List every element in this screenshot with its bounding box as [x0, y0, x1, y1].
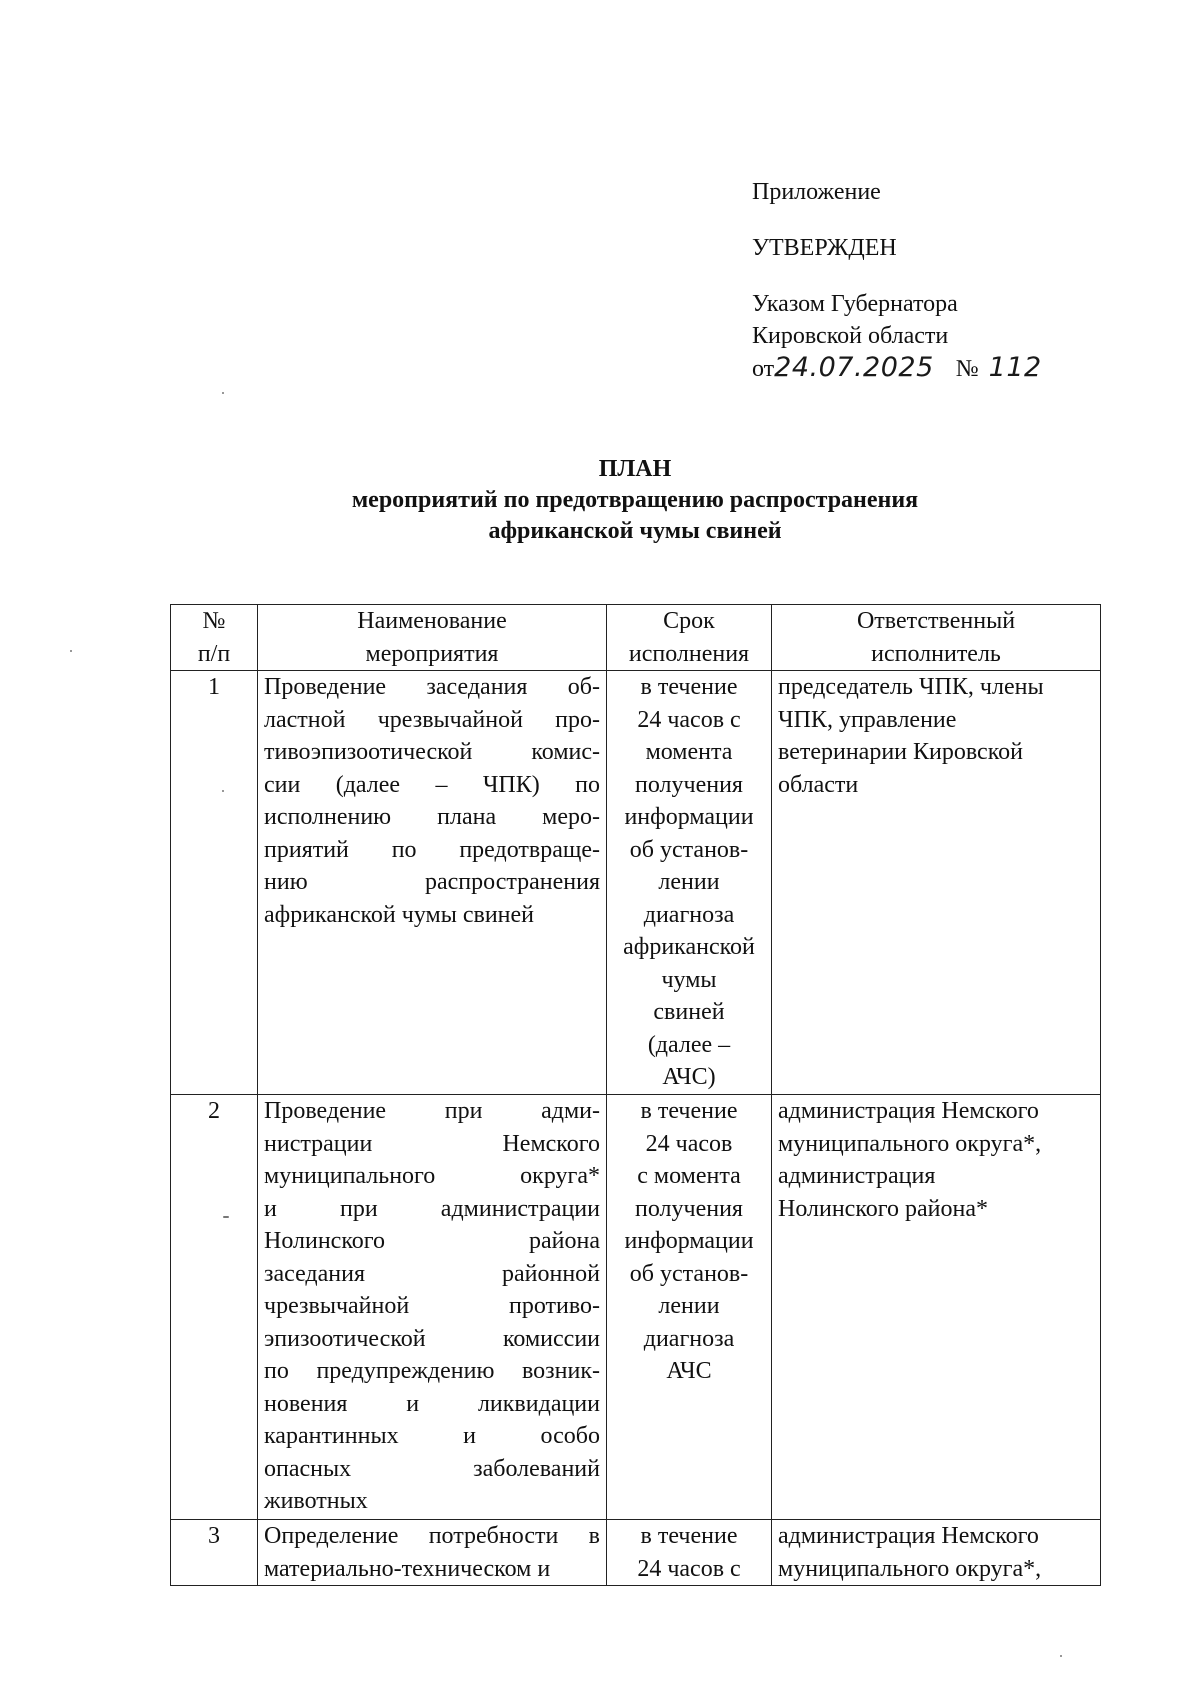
scan-speck: [1060, 1655, 1062, 1657]
cell-text-line: исполнению плана меро-: [264, 804, 600, 830]
cell-text-line: Проведение заседания об-: [264, 674, 600, 700]
row-name: [258, 1520, 607, 1586]
decree-line-2: Кировской области: [752, 323, 949, 349]
cell-text-line: ластной чрезвычайной про-: [264, 706, 600, 733]
row-term: [607, 1520, 772, 1586]
cell-text-line: нию распространения: [264, 869, 600, 895]
cell-text-line: свиней: [653, 999, 725, 1025]
scan-speck: [222, 790, 224, 792]
decree-line-1: Указом Губернатора: [752, 291, 958, 317]
from-label: от: [752, 356, 775, 382]
cell-text-line: нистрации Немского: [264, 1130, 600, 1157]
title-line-1: ПЛАН: [598, 456, 672, 482]
cell-text-line: лении: [658, 869, 720, 895]
cell-text-line: ветеринарии Кировской: [778, 739, 1023, 765]
row-name: [258, 671, 607, 1095]
cell-text-line: информации: [624, 1228, 754, 1254]
cell-text-line: об установ-: [629, 1260, 749, 1287]
cell-text-line: чрезвычайной противо-: [264, 1293, 600, 1319]
row-name: [258, 1095, 607, 1520]
cell-text-line: об установ-: [629, 836, 749, 863]
table-row: [171, 1520, 1101, 1586]
table-row: [171, 671, 1101, 1095]
cell-text-line: приятий по предотвраще-: [264, 836, 600, 863]
header-name: Наименование мероприятия: [258, 605, 607, 671]
row-term: [607, 671, 772, 1095]
cell-text-line: и при администрации: [264, 1195, 600, 1222]
cell-text-line: Нолинского района*: [778, 1195, 989, 1222]
row-responsible: [772, 1520, 1101, 1586]
header-number: № п/п: [171, 605, 258, 671]
row-responsible: [772, 1095, 1101, 1520]
cell-text-line: диагноза: [643, 1325, 735, 1352]
cell-text-line: администрация Немского: [778, 1098, 1039, 1124]
cell-text-line: чумы: [661, 966, 717, 993]
appendix-label: Приложение: [752, 179, 881, 205]
cell-text-line: информации: [624, 804, 754, 830]
cell-text-line: африканской чумы свиней: [264, 901, 535, 928]
plan-table: [170, 604, 1101, 1586]
cell-text-line: эпизоотической комиссии: [264, 1325, 600, 1352]
scan-speck: [222, 392, 224, 394]
cell-text-line: тивоэпизоотической комис-: [264, 739, 600, 765]
header-responsible: Ответственный исполнитель: [772, 605, 1101, 671]
cell-text-line: 24 часов с: [637, 1555, 741, 1582]
cell-text-line: АЧС): [662, 1064, 716, 1090]
cell-text-line: заседания районной: [264, 1260, 600, 1287]
cell-text-line: муниципального округа*,: [778, 1555, 1042, 1582]
cell-text-line: новения и ликвидации: [264, 1390, 600, 1417]
cell-text-line: 24 часов: [645, 1130, 733, 1157]
number-sign: №: [955, 356, 979, 382]
approval-block: [752, 176, 1042, 385]
handwritten-number: 112: [988, 352, 1042, 383]
row-term: [607, 1095, 772, 1520]
cell-text-line: ЧПК, управление: [778, 706, 957, 733]
cell-text-line: опасных заболеваний: [264, 1455, 600, 1482]
cell-text-line: получения: [635, 1195, 743, 1222]
decree-date-number: [752, 352, 1042, 385]
cell-text-line: области: [778, 771, 859, 798]
cell-text-line: муниципального округа*,: [778, 1130, 1042, 1157]
cell-text-line: 24 часов с: [637, 706, 741, 733]
row-number: 2: [171, 1095, 258, 1520]
scan-speck: [223, 1216, 229, 1218]
cell-text-line: по предупреждению возник-: [264, 1358, 600, 1384]
cell-text-line: сии (далее – ЧПК) по: [264, 771, 600, 798]
cell-text-line: в течение: [640, 674, 738, 700]
title-line-2: мероприятий по предотвращению распространения: [351, 487, 919, 513]
cell-text-line: материально-техническом и: [264, 1555, 551, 1582]
cell-text-line: муниципального округа*: [264, 1163, 600, 1189]
cell-text-line: АЧС: [666, 1358, 712, 1384]
cell-text-line: Проведение при адми-: [264, 1098, 600, 1124]
cell-text-line: администрация: [778, 1163, 936, 1189]
cell-text-line: с момента: [637, 1163, 741, 1189]
row-number: 3: [171, 1520, 258, 1586]
scan-speck: [70, 650, 72, 652]
cell-text-line: африканской: [623, 934, 755, 960]
row-responsible: [772, 671, 1101, 1095]
cell-text-line: председатель ЧПК, члены: [778, 674, 1044, 700]
cell-text-line: в течение: [640, 1098, 738, 1124]
header-term: Срок исполнения: [607, 605, 772, 671]
cell-text-line: момента: [645, 739, 733, 765]
title-line-3: африканской чумы свиней: [488, 518, 782, 544]
approved-label: УТВЕРЖДЕН: [752, 235, 897, 261]
cell-text-line: получения: [635, 771, 743, 798]
handwritten-date: 24.07.2025: [774, 352, 934, 383]
cell-text-line: животных: [264, 1488, 368, 1514]
cell-text-line: лении: [658, 1293, 720, 1319]
cell-text-line: Определение потребности в: [264, 1523, 600, 1549]
table-row: [171, 1095, 1101, 1520]
cell-text-line: в течение: [640, 1523, 738, 1549]
cell-text-line: (далее –: [647, 1031, 731, 1058]
table-header-row: [171, 605, 1101, 671]
row-number: 1: [171, 671, 258, 1095]
document-title: [0, 454, 1200, 547]
cell-text-line: администрация Немского: [778, 1523, 1039, 1549]
cell-text-line: карантинных и особо: [264, 1423, 600, 1449]
cell-text-line: диагноза: [643, 901, 735, 928]
cell-text-line: Нолинского района: [264, 1228, 600, 1254]
